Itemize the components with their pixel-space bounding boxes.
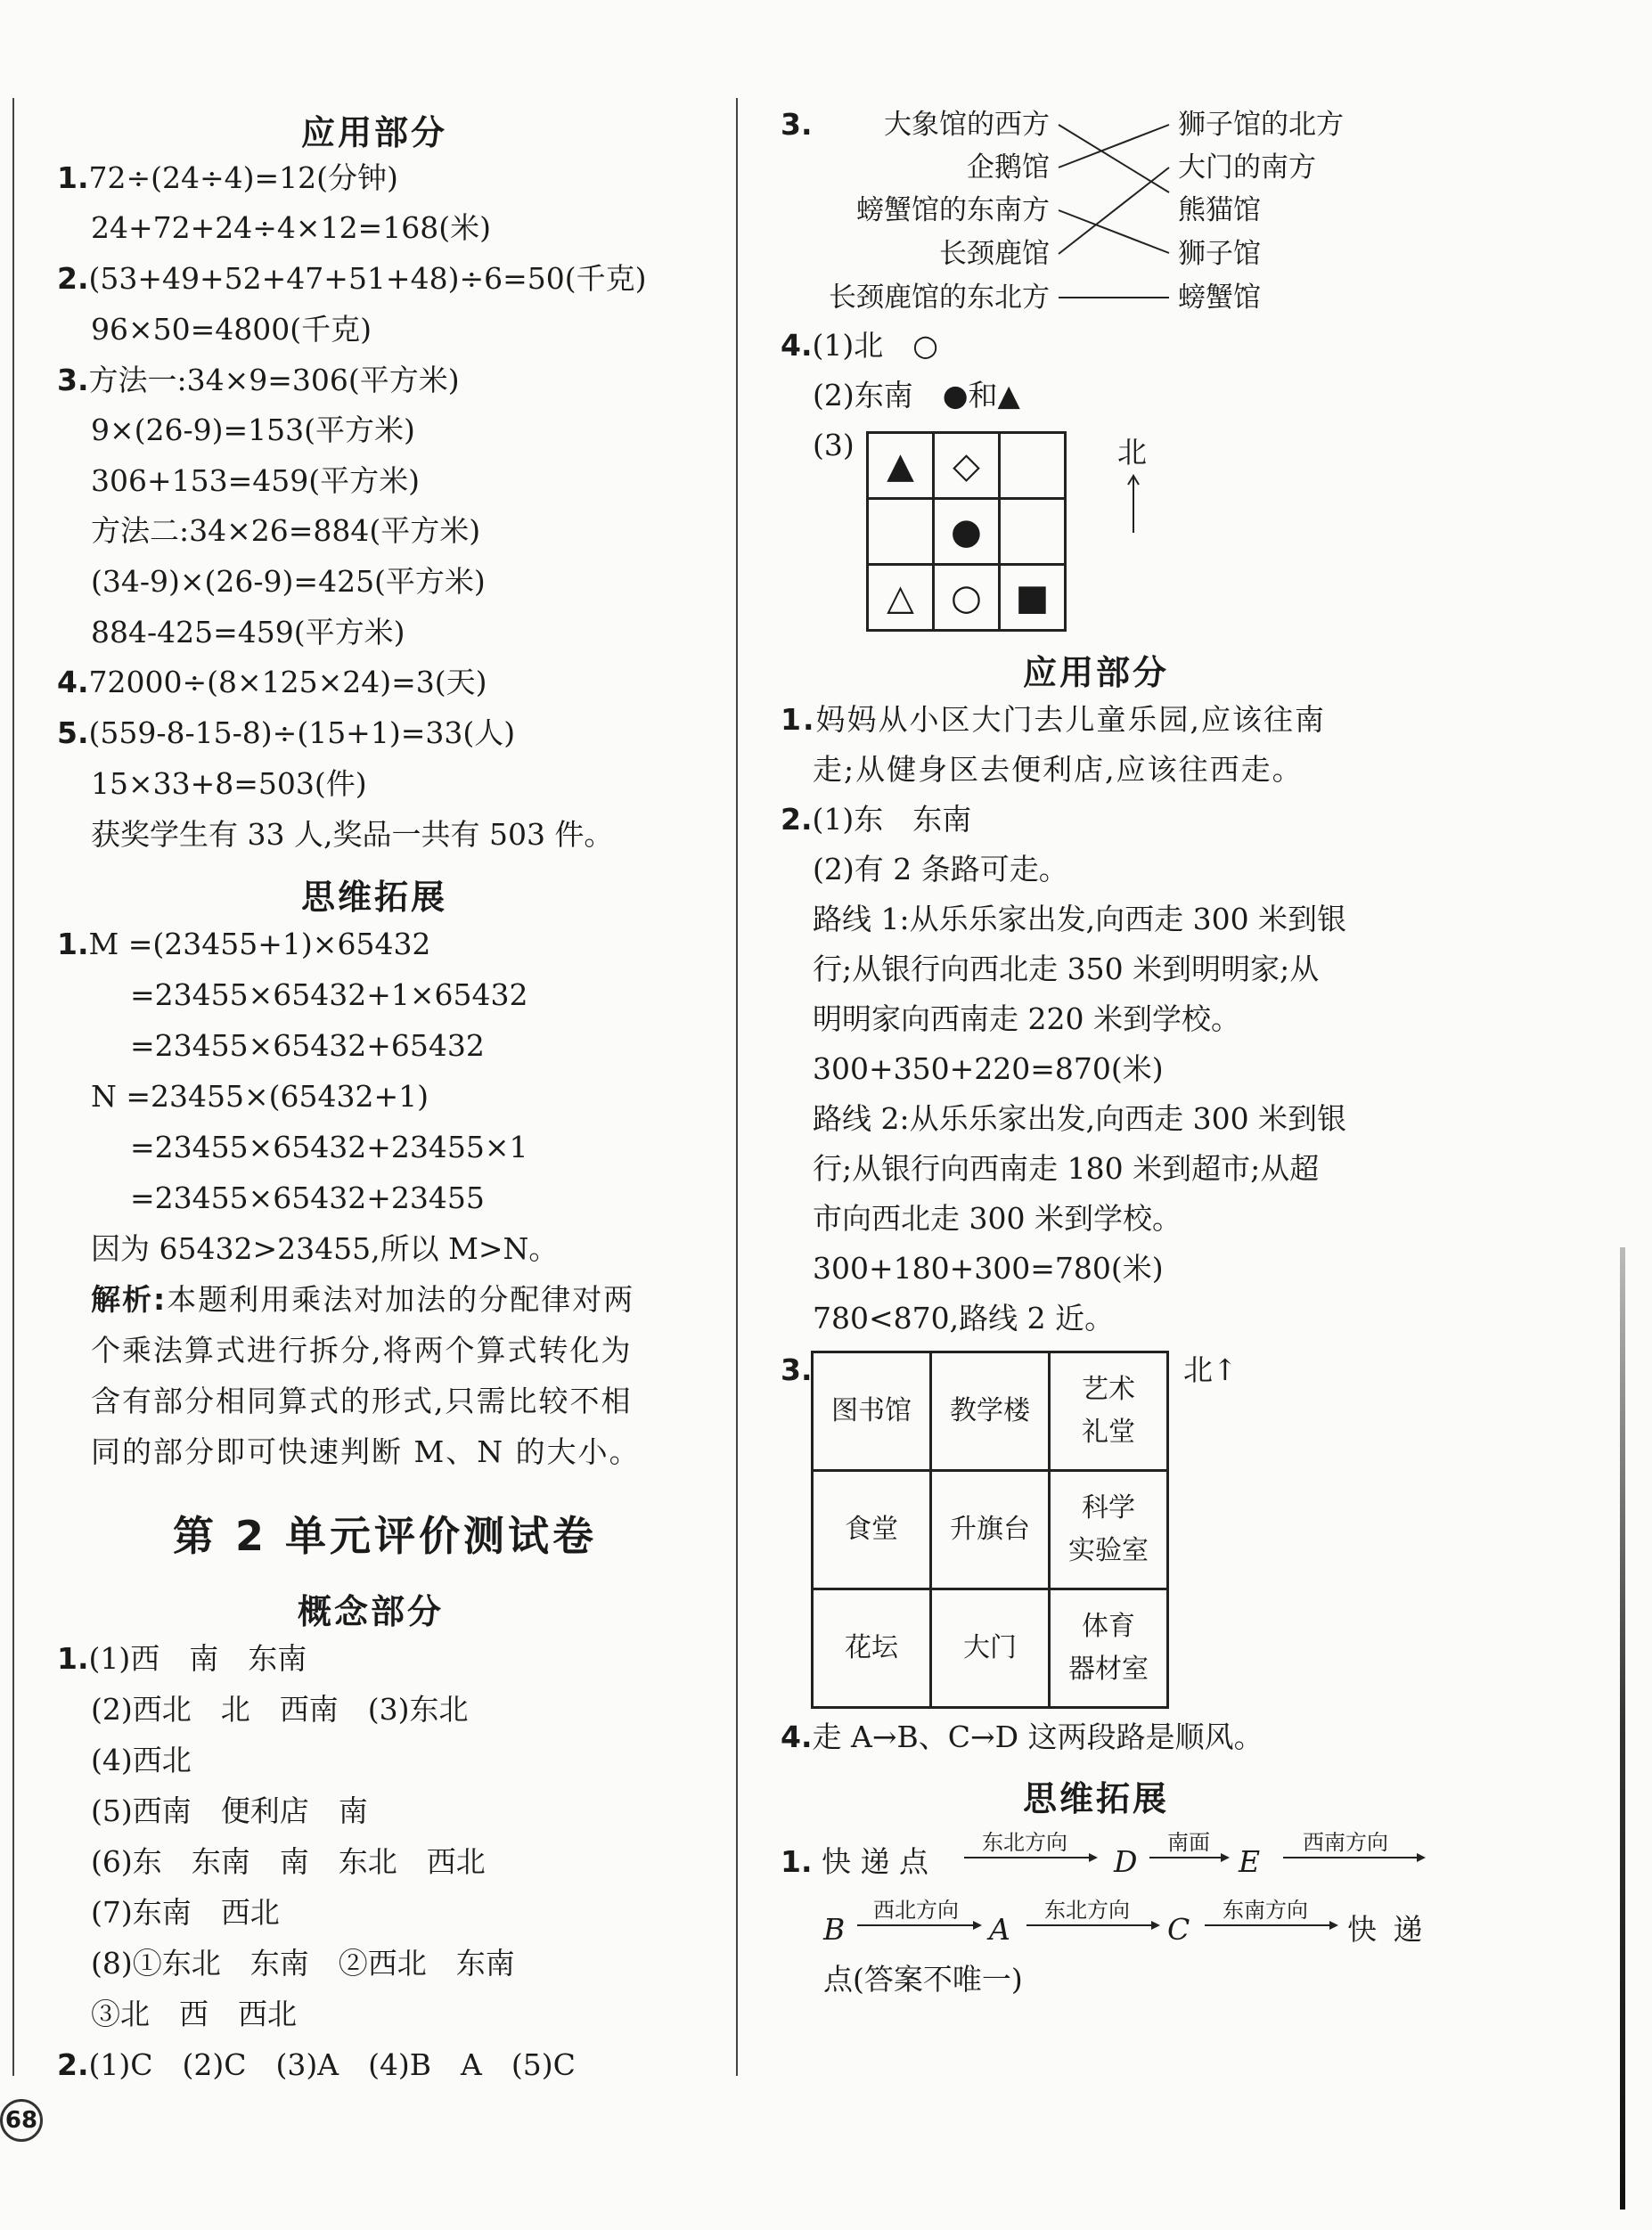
concept-line6: (7)东南 西北	[91, 1895, 280, 1930]
match-line-2	[1059, 125, 1169, 167]
think-line7: 因为 65432>23455,所以 M>N。	[91, 1231, 559, 1266]
match-right-5: 螃蟹馆	[1178, 282, 1261, 314]
route-node-d: D	[1114, 1844, 1138, 1879]
match-left-2: 企鹅馆	[967, 151, 1050, 184]
route-arrow-5	[1026, 1919, 1160, 1932]
map-cell: 花坛	[813, 1589, 931, 1708]
concept-line9: 2.(1)C (2)C (3)A (4)B A (5)C	[57, 2047, 576, 2082]
map-cell: 食堂	[813, 1471, 931, 1589]
campus-map-grid	[811, 1351, 1169, 1709]
think-line6: =23455×65432+23455	[130, 1180, 485, 1215]
concept-line3: (4)西北	[91, 1743, 192, 1777]
r-app2-line10: 300+180+300=780(米)	[813, 1251, 1164, 1286]
r-app1-line2: 走;从健身区去便利店,应该往西走。	[813, 752, 1304, 787]
route-tail: 点(答案不唯一)	[823, 1962, 1023, 1997]
q3-line5: (34-9)×(26-9)=425(平方米)	[91, 564, 486, 599]
concept-line8: ③北 西 西北	[91, 1997, 297, 2031]
map-cell: 体育 器材室	[1050, 1589, 1168, 1708]
r-app2-line7: 路线 2:从乐乐家出发,向西走 300 米到银	[813, 1101, 1347, 1136]
match-right-1: 狮子馆的北方	[1178, 109, 1344, 141]
route-label-6: 东南方向	[1223, 1898, 1308, 1923]
q4-line: 4.72000÷(8×125×24)=3(天)	[57, 665, 487, 699]
middle-column-rule	[736, 98, 738, 2076]
think-line4: N =23455×(65432+1)	[91, 1079, 429, 1114]
hint-line3: 含有部分相同算式的形式,只需比较不相	[91, 1384, 633, 1418]
match-right-2: 大门的南方	[1178, 151, 1316, 184]
route-label-3: 西南方向	[1303, 1830, 1388, 1855]
match-line-4	[1059, 167, 1169, 254]
q1-line1: 1.72÷(24÷4)=12(分钟)	[57, 160, 398, 195]
q3-line1: 3.方法一:34×9=306(平方米)	[57, 363, 460, 397]
match-left-1: 大象馆的西方	[884, 109, 1050, 141]
unit-title: 第 2 单元评价测试卷	[173, 1512, 598, 1560]
q2-line1: 2.(53+49+52+47+51+48)÷6=50(千克)	[57, 261, 647, 296]
q3-line2: 9×(26-9)=153(平方米)	[91, 413, 415, 447]
route-node-b: B	[823, 1912, 846, 1947]
north-label-2: 北↑	[1183, 1352, 1238, 1387]
r-app2-line6: 300+350+220=870(米)	[813, 1051, 1164, 1086]
hint-line2: 个乘法算式进行拆分,将两个算式转化为	[91, 1333, 633, 1368]
q5-line2: 15×33+8=503(件)	[91, 766, 367, 801]
map-cell: 升旗台	[931, 1471, 1050, 1589]
route-node-e: E	[1239, 1844, 1261, 1879]
think-line1: 1.M =(23455+1)×65432	[57, 927, 431, 961]
r-q4-line3: (3)	[813, 428, 855, 462]
route-label-5: 东北方向	[1044, 1898, 1130, 1923]
r-app2-line9: 市向西北走 300 米到学校。	[813, 1201, 1182, 1236]
concept-heading: 概念部分	[298, 1592, 445, 1631]
r-app2-line8: 行;从银行向西南走 180 米到超市;从超	[813, 1151, 1320, 1186]
concept-line4: (5)西南 便利店 南	[91, 1793, 368, 1828]
concept-line7: (8)①东北 东南 ②西北 东南	[91, 1946, 515, 1981]
q1-line2: 24+72+24÷4×12=168(米)	[91, 210, 491, 245]
route-node-a: A	[989, 1912, 1010, 1947]
route-label-1: 东北方向	[982, 1830, 1067, 1855]
map-cell: 大门	[931, 1589, 1050, 1708]
north-arrow-icon	[1123, 472, 1144, 535]
r-app4-line: 4.走 A→B、C→D 这两段路是顺风。	[781, 1719, 1264, 1754]
route-node-c: C	[1167, 1912, 1190, 1947]
match-left-4: 长颈鹿馆	[939, 238, 1050, 270]
route-end: 快 递	[1347, 1912, 1427, 1947]
match-right-3: 熊猫馆	[1178, 194, 1261, 226]
application-heading-right: 应用部分	[1023, 653, 1170, 692]
r-app3-number: 3.	[781, 1352, 813, 1387]
position-grid-3x3	[866, 431, 1067, 632]
grid-cell	[1000, 499, 1066, 565]
q3-line3: 306+153=459(平方米)	[91, 463, 421, 498]
r-app1-line1: 1.妈妈从小区大门去儿童乐园,应该往南	[781, 702, 1326, 737]
concept-line2: (2)西北 北 西南 (3)东北	[91, 1692, 469, 1727]
north-label-1: 北	[1117, 435, 1147, 470]
grid-cell: ●	[934, 499, 1000, 565]
grid-cell	[868, 499, 934, 565]
q3-line4: 方法二:34×26=884(平方米)	[91, 513, 481, 548]
thinking-heading-right: 思维拓展	[1023, 1779, 1170, 1818]
grid-cell: ◇	[934, 433, 1000, 499]
map-cell: 教学楼	[931, 1352, 1050, 1471]
left-column-rule	[12, 98, 14, 2076]
r-app2-line4: 行;从银行向西北走 350 米到明明家;从	[813, 952, 1320, 986]
q5-line1: 5.(559-8-15-8)÷(15+1)=33(人)	[57, 715, 516, 750]
map-cell: 艺术 礼堂	[1050, 1352, 1168, 1471]
r-app2-line1: 2.(1)东 东南	[781, 802, 972, 837]
q2-line2: 96×50=4800(千克)	[91, 312, 372, 347]
concept-line5: (6)东 东南 南 东北 西北	[91, 1844, 486, 1879]
scan-edge	[1620, 1247, 1625, 2210]
think-line5: =23455×65432+23455×1	[130, 1130, 528, 1164]
think-line2: =23455×65432+1×65432	[130, 977, 528, 1012]
match-left-5: 长颈鹿馆的东北方	[829, 282, 1050, 314]
grid-cell: ▲	[868, 433, 934, 499]
r-app2-line5: 明明家向西南走 220 米到学校。	[813, 1001, 1240, 1036]
hint-line4: 同的部分即可快速判断 M、N 的大小。	[91, 1434, 641, 1469]
map-cell: 科学 实验室	[1050, 1471, 1168, 1589]
application-heading-left: 应用部分	[301, 113, 448, 152]
page-number: 68	[0, 2099, 43, 2142]
r-q4-line1: 4.(1)北 ○	[781, 328, 939, 363]
matching-lines	[1051, 107, 1176, 321]
r-app2-line2: (2)有 2 条路可走。	[813, 852, 1068, 886]
r-app2-line3: 路线 1:从乐乐家出发,向西走 300 米到银	[813, 902, 1347, 936]
route-arrow-2	[1149, 1851, 1230, 1864]
thinking-heading-left: 思维拓展	[301, 878, 448, 917]
route-row1: 1. 快 递 点	[781, 1844, 928, 1879]
map-cell: 图书馆	[813, 1352, 931, 1471]
route-arrow-3	[1283, 1851, 1426, 1864]
match-right-4: 狮子馆	[1178, 238, 1261, 270]
grid-cell	[1000, 433, 1066, 499]
hint-line1: 解析:本题利用乘法对加法的分配律对两	[91, 1282, 635, 1317]
r-q3-number: 3.	[781, 107, 813, 142]
route-arrow-6	[1205, 1919, 1338, 1932]
q3-line6: 884-425=459(平方米)	[91, 615, 405, 649]
grid-cell: ■	[1000, 565, 1066, 631]
route-label-4: 西北方向	[873, 1898, 959, 1923]
r-q4-line2: (2)东南 ●和▲	[813, 378, 1020, 413]
grid-cell: △	[868, 565, 934, 631]
route-label-2: 南面	[1167, 1830, 1210, 1855]
route-arrow-4	[857, 1919, 982, 1932]
q5-line3: 获奖学生有 33 人,奖品一共有 503 件。	[91, 817, 614, 852]
grid-cell: ○	[934, 565, 1000, 631]
route-arrow-1	[964, 1851, 1098, 1864]
match-line-3	[1059, 210, 1169, 253]
match-left-3: 螃蟹馆的东南方	[856, 194, 1050, 226]
r-app2-line11: 780<870,路线 2 近。	[813, 1301, 1115, 1336]
concept-line1: 1.(1)西 南 东南	[57, 1641, 307, 1676]
match-line-1	[1059, 125, 1169, 192]
think-line3: =23455×65432+65432	[130, 1028, 485, 1063]
north-up-arrow-icon: ↑	[1213, 1352, 1238, 1387]
